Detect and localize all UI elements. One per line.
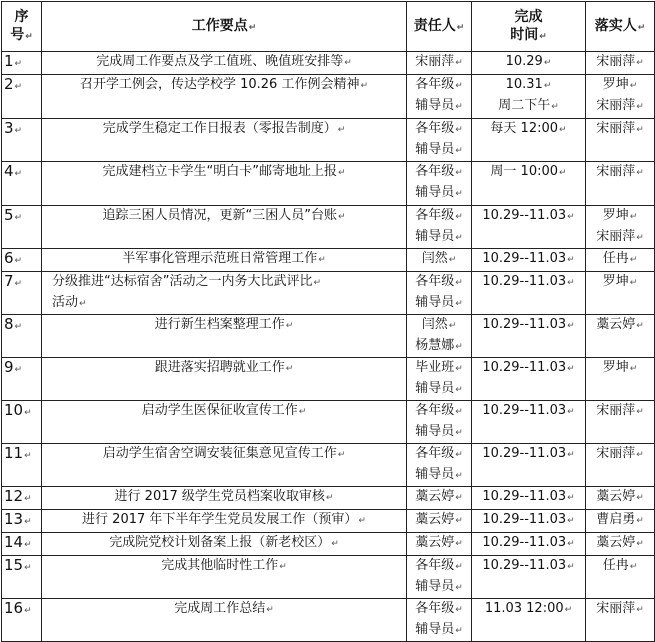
table-row xyxy=(2,52,655,75)
cell-time: 10.29--11.03↵ xyxy=(472,533,586,556)
cell-time: 10.29--11.03↵ xyxy=(472,249,586,272)
cell-responsible: 藁云婷↵ xyxy=(407,510,472,533)
header-no: 序 号↵ xyxy=(2,2,42,52)
cell-no: 2↵ xyxy=(2,75,42,119)
cell-time: 10.31↵ 周二下午↵ xyxy=(472,75,586,119)
cell-owner: 宋丽萍↵ xyxy=(586,119,655,162)
cell-no: 14↵ xyxy=(2,533,42,556)
header-task: 工作要点↵ xyxy=(42,2,407,52)
cell-time: 10.29↵ xyxy=(472,52,586,75)
cell-no: 4↵ xyxy=(2,162,42,206)
table-row xyxy=(2,162,655,206)
cell-responsible: 闫然↵ 杨慧娜↵ xyxy=(407,315,472,358)
header-row xyxy=(2,2,655,52)
cell-no: 8↵ xyxy=(2,315,42,358)
cell-time: 10.29--11.03↵ xyxy=(472,444,586,487)
table-row xyxy=(2,206,655,249)
cell-task: 启动学生医保征收宣传工作↵ xyxy=(42,401,407,444)
cell-owner: 曹启勇↵ xyxy=(586,510,655,533)
cell-task: 完成周工作要点及学工值班、晚值班安排等↵ xyxy=(42,52,407,75)
table-row xyxy=(2,315,655,358)
cell-responsible: 各年级↵ 辅导员↵ xyxy=(407,119,472,162)
cell-no: 15↵ xyxy=(2,556,42,599)
cell-no: 10↵ xyxy=(2,401,42,444)
cell-responsible: 各年级↵ 辅导员↵ xyxy=(407,444,472,487)
cell-responsible: 闫然↵ xyxy=(407,249,472,272)
cell-responsible: 藁云婷↵ xyxy=(407,533,472,556)
cell-owner: 罗坤↵ xyxy=(586,272,655,315)
cell-responsible: 各年级↵ 辅导员↵ xyxy=(407,75,472,119)
cell-task: 分级推进“达标宿舍”活动之一内务大比武评比↵ 活动↵ xyxy=(42,272,407,315)
weekly-work-table xyxy=(1,1,655,642)
cell-time: 10.29--11.03↵ xyxy=(472,510,586,533)
cell-owner: 罗坤↵ xyxy=(586,358,655,401)
cell-time: 10.29--11.03↵ xyxy=(472,358,586,401)
cell-owner: 宋丽萍↵ xyxy=(586,444,655,487)
cell-no: 1↵ xyxy=(2,52,42,75)
cell-responsible: 毕业班↵ 辅导员↵ xyxy=(407,358,472,401)
table-row xyxy=(2,487,655,510)
cell-responsible: 各年级↵ 辅导员↵ xyxy=(407,162,472,206)
cell-responsible: 各年级↵ 辅导员↵ xyxy=(407,556,472,599)
cell-responsible: 各年级↵ 辅导员↵ xyxy=(407,401,472,444)
table-row xyxy=(2,272,655,315)
cell-responsible: 各年级↵ 辅导员↵ xyxy=(407,599,472,642)
cell-responsible: 各年级↵ 辅导员↵ xyxy=(407,206,472,249)
cell-time: 11.03 12:00↵ xyxy=(472,599,586,642)
cell-owner: 任冉↵ xyxy=(586,556,655,599)
cell-owner: 罗坤↵ 宋丽萍↵ xyxy=(586,75,655,119)
header-time: 完成 时间↵ xyxy=(472,2,586,52)
table-row xyxy=(2,401,655,444)
cell-time: 10.29--11.03↵ xyxy=(472,206,586,249)
cell-owner: 任冉↵ xyxy=(586,249,655,272)
cell-time: 周一 10:00↵ xyxy=(472,162,586,206)
cell-no: 9↵ xyxy=(2,358,42,401)
cell-task: 进行 2017 级学生党员档案收取审核↵ xyxy=(42,487,407,510)
cell-no: 3↵ xyxy=(2,119,42,162)
table-row xyxy=(2,556,655,599)
cell-no: 6↵ xyxy=(2,249,42,272)
cell-no: 7↵ xyxy=(2,272,42,315)
cell-no: 5↵ xyxy=(2,206,42,249)
cell-owner: 藁云婷↵ xyxy=(586,315,655,358)
cell-no: 13↵ xyxy=(2,510,42,533)
table-row xyxy=(2,510,655,533)
cell-owner: 宋丽萍↵ xyxy=(586,599,655,642)
cell-task: 进行 2017 年下半年学生党员发展工作（预审）↵ xyxy=(42,510,407,533)
cell-task: 启动学生宿舍空调安装征集意见宣传工作↵ xyxy=(42,444,407,487)
cell-owner: 宋丽萍↵ xyxy=(586,52,655,75)
header-owner: 落实人↵ xyxy=(586,2,655,52)
table-row xyxy=(2,444,655,487)
cell-time: 每天 12:00↵ xyxy=(472,119,586,162)
cell-owner: 罗坤↵ 宋丽萍↵ xyxy=(586,206,655,249)
cell-time: 10.29--11.03↵ xyxy=(472,272,586,315)
cell-owner: 藁云婷↵ xyxy=(586,487,655,510)
cell-responsible: 宋丽萍↵ xyxy=(407,52,472,75)
cell-no: 16↵ xyxy=(2,599,42,642)
header-resp: 责任人↵ xyxy=(407,2,472,52)
cell-no: 11↵ xyxy=(2,444,42,487)
cell-task: 完成建档立卡学生“明白卡”邮寄地址上报↵ xyxy=(42,162,407,206)
table-row xyxy=(2,249,655,272)
cell-task: 完成院党校计划备案上报（新老校区）↵ xyxy=(42,533,407,556)
table-row xyxy=(2,599,655,642)
cell-task: 完成其他临时性工作↵ xyxy=(42,556,407,599)
cell-time: 10.29--11.03↵ xyxy=(472,556,586,599)
table-row xyxy=(2,119,655,162)
cell-task: 进行新生档案整理工作↵ xyxy=(42,315,407,358)
cell-responsible: 各年级↵ 辅导员↵ xyxy=(407,272,472,315)
cell-time: 10.29--11.03↵ xyxy=(472,487,586,510)
cell-time: 10.29--11.03↵ xyxy=(472,401,586,444)
cell-task: 半军事化管理示范班日常管理工作↵ xyxy=(42,249,407,272)
cell-task: 追踪三困人员情况，更新“三困人员”台账↵ xyxy=(42,206,407,249)
cell-owner: 宋丽萍↵ xyxy=(586,162,655,206)
cell-time: 10.29--11.03↵ xyxy=(472,315,586,358)
cell-owner: 宋丽萍↵ xyxy=(586,401,655,444)
cell-task: 完成学生稳定工作日报表（零报告制度）↵ xyxy=(42,119,407,162)
cell-owner: 藁云婷↵ xyxy=(586,533,655,556)
cell-responsible: 藁云婷↵ xyxy=(407,487,472,510)
table-row xyxy=(2,75,655,119)
cell-no: 12↵ xyxy=(2,487,42,510)
table-row xyxy=(2,533,655,556)
table-row xyxy=(2,358,655,401)
cell-task: 召开学工例会，传达学校学 10.26 工作例会精神↵ xyxy=(42,75,407,119)
cell-task: 完成周工作总结↵ xyxy=(42,599,407,642)
cell-task: 跟进落实招聘就业工作↵ xyxy=(42,358,407,401)
